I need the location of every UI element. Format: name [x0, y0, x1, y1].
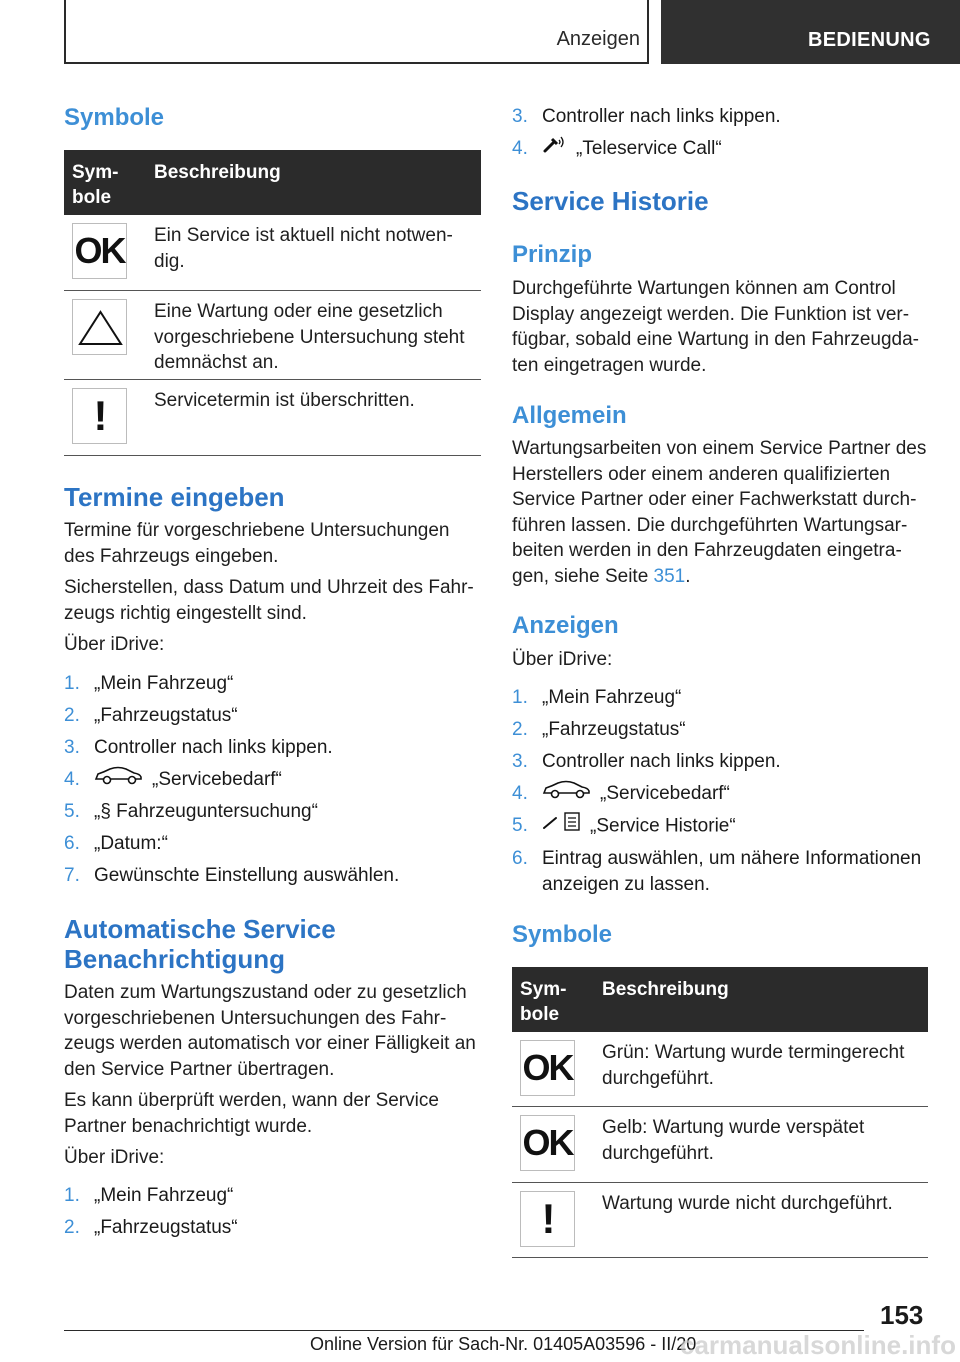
table-row: [64, 380, 481, 456]
table-cell-description: Wartung wurde nicht durchgeführt.: [602, 1193, 893, 1214]
exclamation-icon: !: [520, 1191, 575, 1247]
termine-steps-list: [64, 668, 481, 892]
car-icon: [542, 778, 592, 810]
car-icon: [94, 764, 144, 796]
list-item: 5. „§ Fahrzeuguntersuchung“: [64, 801, 318, 823]
auto-steps-list: [64, 1180, 481, 1244]
table-cell-description: Grün: Wartung wurde termingerecht durchgeführt.: [602, 1042, 905, 1089]
table-header-description: Beschreibung: [602, 979, 729, 1000]
list-item: 2. „Fahrzeugstatus“: [512, 719, 686, 740]
list-item: 1. „Mein Fahrzeug“: [64, 1185, 234, 1206]
ok-icon: OK: [520, 1040, 575, 1096]
symbole-heading: Symbole: [64, 104, 165, 131]
page-reference-link[interactable]: 351: [653, 565, 686, 587]
auto-paragraph-2: Es kann überprüft werden, wann der Service Partner benachrichtigt wurde.: [64, 1090, 439, 1137]
table-row: [64, 291, 481, 380]
symbol-table-2: [512, 967, 928, 1258]
termine-paragraph-3: Über iDrive:: [64, 634, 165, 655]
allgemein-heading: Allgemein: [512, 402, 627, 429]
list-item: 1. „Mein Fahrzeug“: [512, 687, 682, 708]
list-item: 5. „Service Historie“: [512, 810, 928, 843]
table-header: [64, 150, 481, 215]
table-cell-description: Eine Wartung oder eine gesetzlich vorgeschriebene Untersuchung steht demnächst an.: [154, 301, 465, 373]
table-row: [512, 1183, 928, 1258]
list-item: 6. Eintrag auswählen, um nähere Informationen anzeigen zu lassen.: [512, 848, 922, 895]
warning-triangle-icon: [72, 299, 127, 355]
list-item: 7. Gewünschte Einstellung auswählen.: [64, 865, 400, 887]
exclamation-icon: !: [72, 388, 127, 444]
header-section-title: Anzeigen: [556, 28, 640, 50]
table-cell-description: Servicetermin ist überschritten.: [154, 390, 415, 411]
ok-icon: OK: [520, 1115, 575, 1171]
auto-paragraph-1: Daten zum Wartungszustand oder zu gesetzlich vorgeschriebenen Untersuchungen des Fahr- zeugs werden automatisch vor einer Fälligkeit an den Service Partner übertragen.: [64, 982, 476, 1080]
anzeigen-steps-list: [512, 682, 928, 897]
list-item: 4. „Teleservice Call“: [512, 133, 928, 165]
list-item: 4. „Servicebedarf“: [64, 764, 481, 796]
teleservice-steps-list: [512, 101, 928, 165]
termine-paragraph-1: Termine für vorgeschriebene Untersuchungen des Fahrzeugs eingeben.: [64, 520, 450, 567]
table-header-symbol: Sym- bole: [72, 162, 119, 208]
header-chapter-title: BEDIENUNG: [808, 29, 931, 51]
list-item: 3. Controller nach links kippen.: [512, 751, 781, 772]
table-row: [512, 1032, 928, 1107]
prinzip-heading: Prinzip: [512, 241, 593, 268]
table-header-description: Beschreibung: [154, 162, 281, 183]
table-cell-description: Ein Service ist aktuell nicht notwen- dig.: [154, 225, 453, 272]
wrench-signal-icon: [542, 133, 568, 165]
list-item: 2. „Fahrzeugstatus“: [64, 1217, 238, 1238]
list-item: 3. Controller nach links kippen.: [512, 106, 781, 127]
allgemein-paragraph: Wartungsarbeiten von einem Service Partner des Herstellers oder einem anderen qualifizierten Service Partner oder einer Fachwerkstatt durch- führen lassen. Die durchgeführten Wartungsar- beiten werden in den Fahrzeugdaten eingetra- gen, siehe Seite 351.: [512, 438, 927, 587]
list-item: 6. „Datum:“: [64, 833, 168, 855]
list-item: 3. Controller nach links kippen.: [64, 737, 333, 758]
anzeigen-paragraph: Über iDrive:: [512, 649, 613, 670]
list-item: 1. „Mein Fahrzeug“: [64, 673, 234, 694]
watermark: carmanualsonline.info: [680, 1330, 956, 1360]
table-header-symbol: Sym- bole: [520, 979, 567, 1025]
ok-icon: OK: [72, 223, 127, 279]
list-item: 2. „Fahrzeugstatus“: [64, 705, 238, 726]
auto-paragraph-3: Über iDrive:: [64, 1147, 165, 1168]
service-historie-heading: Service Historie: [512, 186, 709, 216]
symbol-table-1: [64, 150, 481, 456]
list-item: 4. „Servicebedarf“: [512, 778, 928, 810]
page-number: 153: [880, 1300, 924, 1330]
symbole-heading-2: Symbole: [512, 921, 613, 948]
table-header: [512, 967, 928, 1032]
footer-version-text: Online Version für Sach-Nr. 01405A03596 - II/20: [310, 1334, 697, 1354]
anzeigen-heading: Anzeigen: [512, 612, 619, 639]
table-row: [512, 1107, 928, 1183]
prinzip-paragraph: Durchgeführte Wartungen können am Control Display angezeigt werden. Die Funktion ist ver- fügbar, sobald eine Wartung in den Fahrzeugda- ten eingetragen wurde.: [512, 278, 920, 376]
termine-heading: Termine eingeben: [64, 482, 285, 512]
service-history-icon: [542, 810, 582, 843]
auto-service-heading: Automatische Service Benachrichtigung: [64, 914, 336, 974]
termine-paragraph-2: Sicherstellen, dass Datum und Uhrzeit des Fahr- zeugs richtig eingestellt sind.: [64, 577, 474, 624]
table-row: [64, 215, 481, 291]
table-cell-description: Gelb: Wartung wurde verspätet durchgeführt.: [602, 1117, 865, 1164]
